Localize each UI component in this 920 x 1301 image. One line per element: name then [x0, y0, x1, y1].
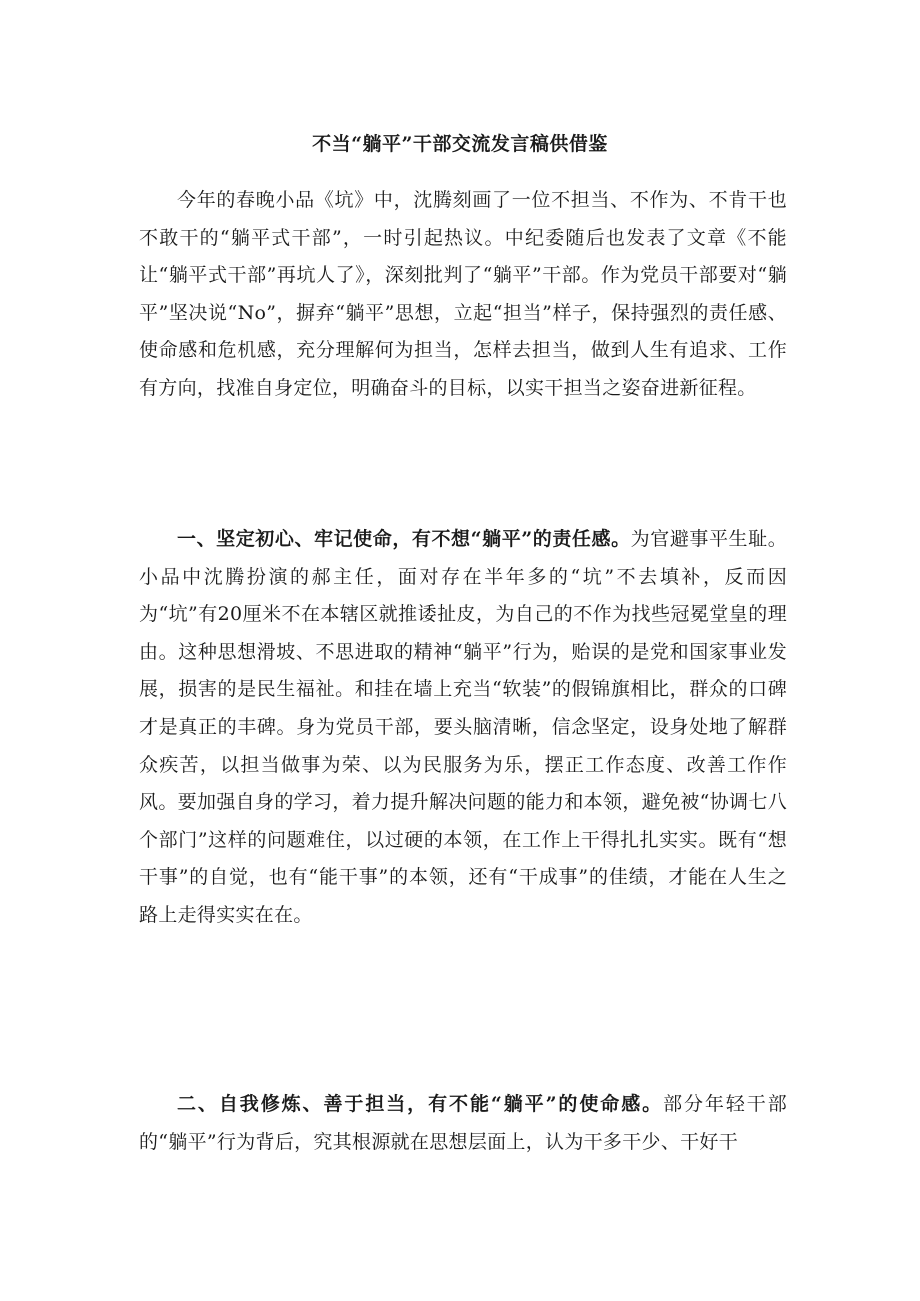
- paragraph-intro: [139, 182, 787, 408]
- document-title: 不当“躺平”干部交流发言稿供借鉴: [312, 133, 608, 155]
- paragraph-text: 部分年轻干部的“躺平”行为背后，究其根源就在思想层面上，认为干多干少、干好干: [139, 1093, 787, 1153]
- section-heading: 二、自我修炼、善于担当，有不能“躺平”的使命感。: [177, 1093, 664, 1115]
- paragraph-section-1: [139, 521, 787, 935]
- paragraph-section-2: [139, 1086, 787, 1161]
- section-heading: 一、坚定初心、牢记使命，有不想“躺平”的责任感。: [177, 528, 631, 550]
- paragraph-text: 为官避事平生耻。小品中沈腾扮演的郝主任，面对存在半年多的“坑”不去填补，反而因为“坑”有20厘米不在本辖区就推诿扯皮，为自己的不作为找些冠冕堂皇的理由。这种思想滑坡、不思进取的精神“躺平”行为，贻误的是党和国家事业发展，损害的是民生福祉。和挂在墙上充当“软装”的假锦旗相比，群众的口碑才是真正的丰碑。身为党员干部，要头脑清晰，信念坚定，设身处地了解群众疾苦，以担当做事为荣、以为民服务为乐，摆正工作态度、改善工作作风。要加强自身的学习，着力提升解决问题的能力和本领，避免被“协调七八个部门”这样的问题难住，以过硬的本领，在工作上干得扎扎实实。既有“想干事”的自觉，也有“能干事”的本领，还有“干成事”的佳绩，才能在人生之路上走得实实在在。: [139, 528, 787, 926]
- paragraph-text: 今年的春晚小品《坑》中，沈腾刻画了一位不担当、不作为、不肯干也不敢干的“躺平式干部”，一时引起热议。中纪委随后也发表了文章《不能让“躺平式干部”再坑人了》，深刻批判了“躺平”干部。作为党员干部要对“躺平”坚决说“No”，摒弃“躺平”思想，立起“担当”样子，保持强烈的责任感、使命感和危机感，充分理解何为担当，怎样去担当，做到人生有追求、工作有方向，找准自身定位，明确奋斗的目标，以实干担当之姿奋进新征程。: [139, 189, 787, 399]
